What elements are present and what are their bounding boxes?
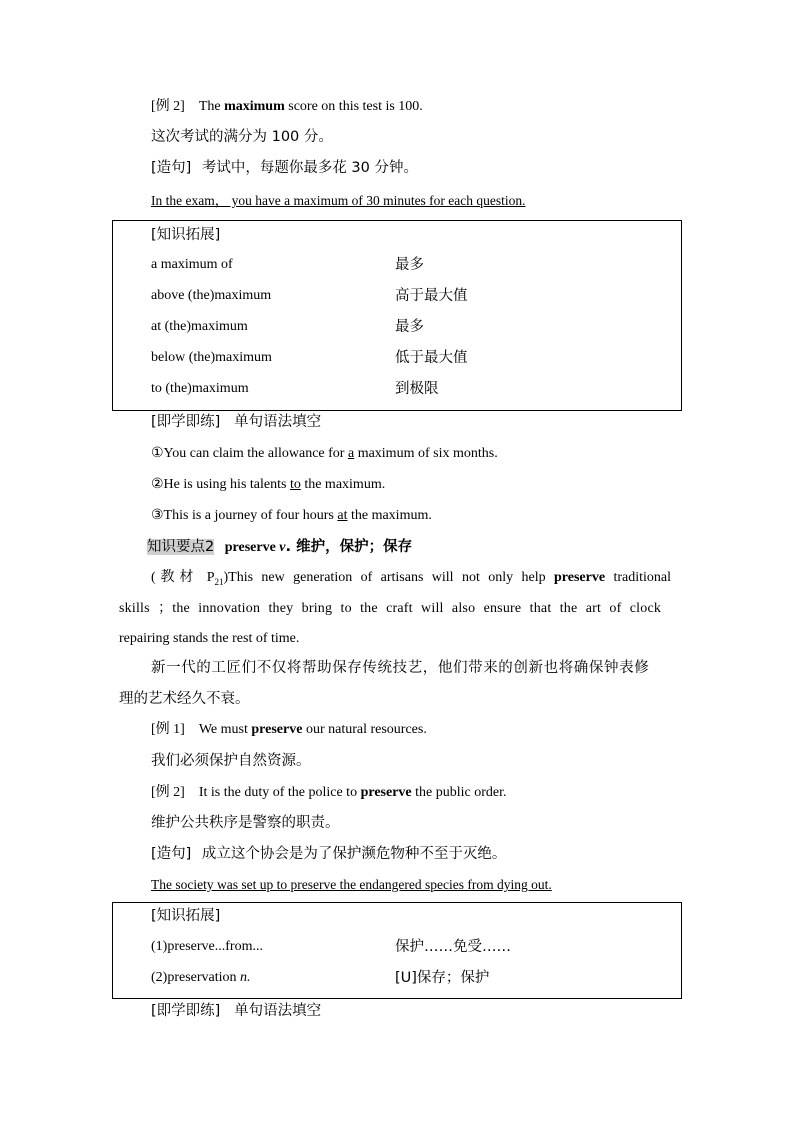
practice-2-header: [即学即练] 单句语法填空	[151, 1003, 322, 1019]
preserve-example-1: [例 1] We must preserve our natural resources.	[151, 722, 427, 737]
preserve-example-2: [例 2] It is the duty of the police to preserve the public order.	[151, 785, 507, 800]
box1-row-2-zh: 高于最大值	[395, 288, 468, 304]
keyword-maximum: maximum	[224, 99, 285, 114]
box1-row-1-en: a maximum of	[151, 257, 233, 272]
textbook-translation-line-1: 新一代的工匠们不仅将帮助保存传统技艺，他们带来的创新也将确保钟表修	[151, 660, 650, 676]
textbook-line-1: (教材 $P_{21})This$ new generation of artisans will not only help preserve traditional	[151, 570, 671, 587]
example-2-translation: 这次考试的满分为 100 分。	[151, 129, 333, 145]
box2-title: [知识拓展]	[151, 908, 221, 924]
preserve-example-1-translation: 我们必须保护自然资源。	[151, 753, 311, 769]
textbook-line-3: repairing stands the rest of time.	[119, 631, 300, 646]
box1-row-1-zh: 最多	[395, 257, 424, 273]
sentence-making-2-answer: The society was set up to preserve the endangered species from dying out.	[151, 877, 552, 892]
practice-1-question-2: ②He is using his talents to the maximum.	[151, 477, 386, 492]
practice-1-header: [即学即练] 单句语法填空	[151, 414, 322, 430]
box2-row-1-zh: 保护……免受……	[395, 939, 511, 955]
answer-blank: a	[347, 446, 355, 461]
sentence-making-1-answer: In the exam， you have a maximum of 30 minutes for each question.	[151, 193, 526, 208]
preserve-example-2-translation: 维护公共秩序是警察的职责。	[151, 815, 340, 831]
knowledge-point-2-heading: 知识要点2 preserve v. 维护，保护；保存	[147, 539, 413, 555]
answer-blank: to	[289, 477, 301, 492]
box2-row-1-en: (1)preserve...from...	[151, 939, 263, 954]
box1-title: [知识拓展]	[151, 227, 221, 243]
box1-row-3-en: at (the)maximum	[151, 319, 248, 334]
textbook-translation-line-2: 理的艺术经久不衰。	[119, 691, 250, 707]
headword: preserve	[224, 540, 276, 555]
box1-row-5-zh: 到极限	[395, 381, 439, 397]
box1-row-3-zh: 最多	[395, 319, 424, 335]
sentence-making-2: [造句] 成立这个协会是为了保护濒危物种不至于灭绝。	[151, 846, 507, 862]
textbook-line-2: skills ；the innovation they bring to the craft will also ensure that the art of clock	[119, 601, 662, 616]
box1-row-5-en: to (the)maximum	[151, 381, 249, 396]
box1-row-4-zh: 低于最大值	[395, 350, 468, 366]
box1-row-2-en: above (the)maximum	[151, 288, 272, 303]
answer-blank: at	[337, 508, 348, 523]
box2-row-2-zh: [U]保存；保护	[395, 970, 490, 986]
box2-row-2-en: (2)preservation n.	[151, 970, 251, 985]
box1-row-4-en: below (the)maximum	[151, 350, 272, 365]
practice-1-question-1: ①You can claim the allowance for a maximum of six months.	[151, 446, 498, 461]
example-2-sentence: [例 2] The maximum score on this test is 100.	[151, 99, 423, 114]
practice-1-question-3: ③This is a journey of four hours at the maximum.	[151, 508, 432, 523]
sentence-making-1: [造句] 考试中，每题你最多花 30 分钟。	[151, 160, 418, 176]
point-tag: 知识要点2	[147, 539, 215, 555]
